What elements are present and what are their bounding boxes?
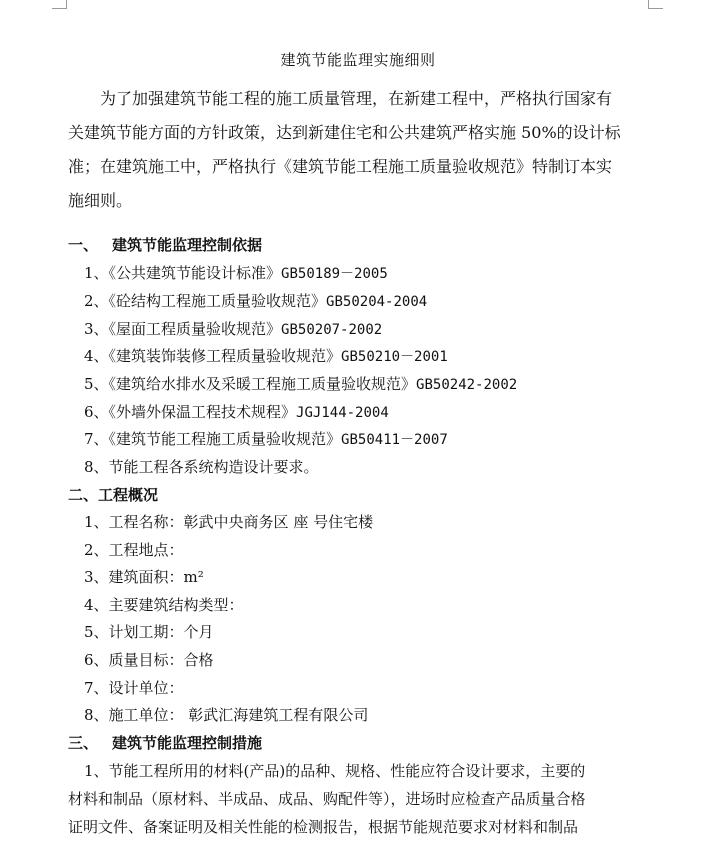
section-3-number: 三、 — [68, 734, 99, 752]
overview-item-6: 6、质量目标：合格 — [84, 651, 214, 669]
overview-item-2: 2、工程地点： — [84, 541, 184, 559]
margin-corner-mark-left — [52, 0, 67, 9]
basis-item-3: 3、《屋面工程质量验收规范》GB50207-2002 — [84, 320, 383, 338]
document-title: 建筑节能监理实施细则 — [280, 51, 436, 69]
overview-item-3: 3、建筑面积：m² — [84, 568, 204, 586]
overview-item-5: 5、计划工期：个月 — [84, 623, 214, 641]
section-3-heading — [68, 732, 262, 753]
basis-item-2: 2、《砼结构工程施工质量验收规范》GB50204-2004 — [84, 292, 428, 310]
basis-item-5: 5、《建筑给水排水及采暖工程施工质量验收规范》GB50242-2002 — [84, 375, 518, 393]
basis-item-1: 1、《公共建筑节能设计标准》GB50189－2005 — [84, 264, 388, 282]
basis-item-8: 8、节能工程各系统构造设计要求。 — [84, 458, 319, 476]
overview-item-1: 1、工程名称：彰武中央商务区 座 号住宅楼 — [84, 513, 374, 531]
measures-line-2: 材料和制品（原材料、半成品、成品、购配件等），进场时应检查产品质量合格 — [68, 790, 586, 808]
overview-item-7: 7、设计单位： — [84, 679, 184, 697]
intro-line-2: 关建筑节能方面的方针政策，达到新建住宅和公共建筑严格实施 50%的设计标 — [68, 123, 621, 142]
intro-line-1: 为了加强建筑节能工程的施工质量管理，在新建工程中，严格执行国家有 — [100, 89, 613, 108]
section-1-heading — [68, 234, 262, 255]
basis-item-6: 6、《外墙外保温工程技术规程》JGJ144-2004 — [84, 403, 389, 421]
intro-line-4: 施细则。 — [68, 191, 133, 210]
section-1-number: 一、 — [68, 236, 99, 254]
measures-line-3: 证明文件、备案证明及相关性能的检测报告，根据节能规范要求对材料和制品 — [68, 818, 579, 836]
basis-item-7: 7、《建筑节能工程施工质量验收规范》GB50411－2007 — [84, 430, 448, 448]
section-2-heading: 二、工程概况 — [68, 486, 159, 504]
overview-item-8: 8、施工单位： 彰武汇海建筑工程有限公司 — [84, 706, 369, 724]
margin-corner-mark-right — [648, 0, 663, 9]
basis-item-4: 4、《建筑装饰装修工程质量验收规范》GB50210－2001 — [84, 347, 448, 365]
section-3-title: 建筑节能监理控制措施 — [112, 734, 263, 752]
overview-item-4: 4、主要建筑结构类型： — [84, 596, 244, 614]
measures-line-1: 1、节能工程所用的材料(产品)的品种、规格、性能应符合设计要求，主要的 — [84, 762, 586, 780]
intro-line-3: 准；在建筑施工中，严格执行《建筑节能工程施工质量验收规范》特制订本实 — [68, 157, 613, 176]
section-1-title: 建筑节能监理控制依据 — [112, 236, 263, 254]
